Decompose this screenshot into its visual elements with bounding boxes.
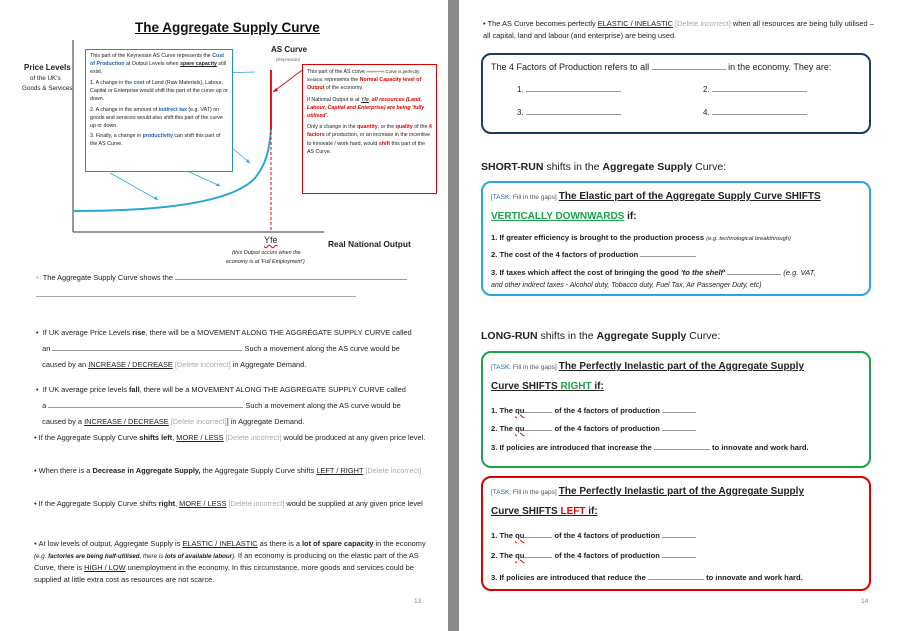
- arrow-1: [110, 173, 158, 200]
- sr-item-2[interactable]: 2. The cost of the 4 factors of production: [491, 249, 696, 261]
- page-title: The Aggregate Supply Curve: [135, 20, 320, 35]
- yfe-note-2: economy is at 'Full Employment'): [226, 259, 305, 265]
- top-statement: • The AS Curve becomes perfectly ELASTIC / INELASTIC [Delete incorrect] when all resources are being fully utilised – all capital, land and labour (and enterprise) are being used.: [483, 19, 874, 40]
- factor-3[interactable]: 3.: [517, 107, 621, 119]
- factor-2[interactable]: 2.: [703, 84, 807, 96]
- long-run-left-box: [TASK: Fill in the gaps] The Perfectly Inelastic part of the Aggregate Supply Curve SHIFTS LEFT if: 1. The qu of the 4 factors of production 2. The qu of the 4 factors of production 3. If policies are introduced that reduce the to innovate and work hard.: [481, 476, 871, 591]
- page-13: [0, 0, 448, 631]
- lr-left-item-3[interactable]: 3. If policies are introduced that reduce the to innovate and work hard.: [491, 573, 803, 582]
- lr-right-item-2[interactable]: 2. The qu of the 4 factors of production: [491, 423, 696, 435]
- factors-box: The 4 Factors of Production refers to all in the economy. They are: 1. 2. 3. 4.: [481, 53, 871, 134]
- question-3: • If the Aggregate Supply Curve shifts left, MORE / LESS [Delete incorrect] would be produced at any given price level.: [34, 433, 426, 442]
- long-run-heading: LONG-RUN shifts in the Aggregate Supply Curve:: [481, 330, 721, 342]
- x-axis-label: Real National Output: [328, 239, 411, 249]
- y-axis-sub1: of the UK's: [30, 75, 61, 82]
- lr-left-item-2[interactable]: 2. The qu of the 4 factors of production: [491, 550, 696, 562]
- question-6: • At low levels of output, Aggregate Supply is ELASTIC / INELASTIC as there is a lot of spare capacity in the economy (e.g. factories are being half-utilised, there is lots of available labour). If an economy is producing on the elastic part of the AS Curve, there is HIGH / LOW unemployment in the economy. In this circumstance, more goods and services could be supplied at little extra cost as resources are not scarce.: [34, 539, 426, 584]
- keynesian-label: (Keynesian): [276, 57, 301, 62]
- lr-right-item-1[interactable]: 1. The qu of the 4 factors of production: [491, 405, 696, 417]
- yfe-label: Yfe: [264, 235, 278, 245]
- arrow-inelastic: [273, 68, 305, 92]
- short-run-heading: SHORT-RUN shifts in the Aggregate Supply Curve:: [481, 161, 727, 173]
- y-axis-sub2: Goods & Services: [22, 85, 73, 92]
- question-1: • If UK average Price Levels rise, there will be a MOVEMENT ALONG THE AGGREGATE SUPPLY CURVE called an Such a movement along the AS curve would be caused by an INCREASE / DECREASE [Delete incorrect] in Aggregate Demand.: [36, 328, 412, 369]
- question-4: • When there is a Decrease in Aggregate Supply, the Aggregate Supply Curve shifts LEFT / RIGHT [Delete incorrect]: [34, 466, 422, 475]
- sr-item-3[interactable]: 3. If taxes which affect the cost of bringing the good 'to the shelf' (e.g. VAT,: [491, 268, 816, 277]
- factor-1[interactable]: 1.: [517, 84, 621, 96]
- page-number: 14: [861, 598, 869, 605]
- inelastic-part-box: This part of the AS curve is/are AS Curve is perfectly inelastic represents the Normal Capacity level of Output of the economy. If National Output is at Yfe, all resources (Land, Labour, Capital and Enterprise) are being 'fully utilised'. Only a change in the quantity, or the quality of the 4 factors of production, or an increase in the incentive to innovate / work hard, would shift this part of the AS Curve.: [302, 64, 437, 194]
- yfe-note-1: (this Output occurs when the: [232, 250, 301, 256]
- as-curve-label: AS Curve: [271, 45, 308, 54]
- lr-left-item-1[interactable]: 1. The qu of the 4 factors of production: [491, 530, 696, 542]
- short-run-box: [TASK: Fill in the gaps] The Elastic part of the Aggregate Supply Curve SHIFTS VERTICALLY DOWNWARDS if: 1. If greater efficiency is brought to the production process (e.g. technological breakthrough) 2. The cost of the 4 factors of production 3. If taxes which affect the cost of bringing the good 'to the shelf' (e.g. VAT, and other indirect taxes - Alcohol duty, Tobacco duty, Fuel Tax, Air Passenger Duty, etc): [481, 181, 871, 296]
- arrow-2: [185, 170, 220, 186]
- question-2: • If UK average price levels fall, there will be a MOVEMENT ALONG THE AGGREGATE SUPPLY CURVE called a Such a movement along the AS curve would be caused by a INCREASE / DECREASE [Delete incorrect]] in Aggregate Demand.: [36, 385, 406, 426]
- shows-line: • The Aggregate Supply Curve shows the: [36, 272, 407, 283]
- factor-4[interactable]: 4.: [703, 107, 807, 119]
- question-5: • If the Aggregate Supply Curve shifts right, MORE / LESS [Delete incorrect] would be supplied at any given price level: [34, 499, 423, 508]
- page-14: [459, 0, 903, 631]
- lr-right-item-3[interactable]: 3. If policies are introduced that increase the to innovate and work hard.: [491, 443, 809, 452]
- elastic-part-box: This part of the Keynesian AS Curve represents the Cost of Production at Output Levels when spare capacity still exist. 1. A change in the cost of Land (Raw Materials), Labour, Capital or Enterprise would shift this part of the curve up or down. 2. A change in the amount of indirect tax (e.g. VAT) on goods and services would also shift this part of the curve up or down. 3. Finally, a change in productivity can shift this part of the AS Curve.: [85, 49, 233, 172]
- y-axis-label: Price Levels: [24, 63, 71, 72]
- page-number: 13: [414, 598, 422, 605]
- answer-line[interactable]: [36, 296, 356, 297]
- long-run-right-box: [TASK: Fill in the gaps] The Perfectly Inelastic part of the Aggregate Supply Curve SHIFTS RIGHT if: 1. The qu of the 4 factors of production 2. The qu of the 4 factors of production 3. If policies are introduced that increase the to innovate and work hard.: [481, 351, 871, 468]
